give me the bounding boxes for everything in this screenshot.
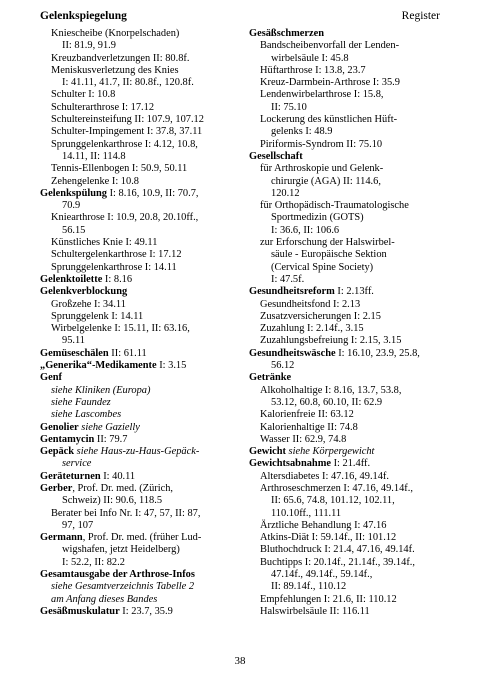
index-continuation bbox=[249, 262, 445, 274]
index-continuation bbox=[40, 225, 250, 237]
page-references: I: 40.11 bbox=[100, 470, 136, 482]
index-continuation bbox=[249, 188, 445, 200]
index-continuation bbox=[40, 557, 250, 569]
page-references: Buchtipps I: 20.14f., 21.14f., 39.14f., bbox=[260, 556, 415, 568]
index-subentry bbox=[40, 139, 250, 151]
index-entry bbox=[249, 348, 445, 360]
page-references: I: 16.10, 23.9, 25.8, bbox=[335, 347, 420, 359]
index-subentry bbox=[249, 520, 445, 532]
index-subentry bbox=[249, 557, 445, 569]
index-subentry bbox=[249, 114, 445, 126]
page-references: Schulter I: 10.8 bbox=[51, 89, 116, 101]
index-continuation bbox=[249, 249, 445, 261]
page-references: Schulter-Impingement I: 37.8, 37.11 bbox=[51, 126, 203, 138]
index-continuation bbox=[249, 508, 445, 520]
index-subentry bbox=[249, 139, 445, 151]
index-keyword: Gewichtsabnahme bbox=[249, 458, 331, 470]
index-keyword: Gesundheitswäsche bbox=[249, 347, 336, 359]
page-references: Hüftarthrose I: 13.8, 23.7 bbox=[260, 64, 366, 76]
index-keyword: Gesellschaft bbox=[249, 150, 303, 162]
page-references: Piriformis-Syndrom II: 75.10 bbox=[260, 138, 383, 150]
cross-reference: siehe Lascombes bbox=[51, 409, 122, 421]
index-subentry bbox=[40, 102, 250, 114]
page-references: I: 2.13ff. bbox=[334, 286, 374, 298]
page-references: Sprunggelenkarthrose I: 4.12, 10.8, bbox=[51, 138, 198, 150]
index-keyword: Gelenkspülung bbox=[40, 187, 107, 199]
index-subentry bbox=[40, 53, 250, 65]
index-subentry bbox=[249, 471, 445, 483]
index-subentry bbox=[249, 237, 445, 249]
index-subentry bbox=[249, 594, 445, 606]
index-entry bbox=[40, 471, 250, 483]
index-subentry bbox=[40, 508, 250, 520]
page-references: 95.11 bbox=[62, 335, 85, 347]
page-references: Altersdiabetes I: 47.16, 49.14f. bbox=[260, 470, 389, 482]
page-references: Kreuzbandverletzungen II: 80.8f. bbox=[51, 52, 190, 64]
index-subentry bbox=[249, 544, 445, 556]
page-references: I: 23.7, 35.9 bbox=[119, 605, 173, 617]
index-continuation bbox=[249, 274, 445, 286]
page-references: , Prof. Dr. med. (Zürich, bbox=[72, 482, 174, 494]
index-entry bbox=[40, 274, 250, 286]
running-header-keyword: Gelenkspiegelung bbox=[40, 10, 127, 22]
page-references: I: 36.6, II: 106.6 bbox=[271, 224, 340, 236]
page-references: Berater bei Info Nr. I: 47, 57, II: 87, bbox=[51, 507, 201, 519]
index-entry bbox=[40, 532, 250, 544]
page-references: Künstliches Knie I: 49.11 bbox=[51, 237, 158, 249]
index-keyword: Gelenktoilette bbox=[40, 273, 103, 285]
page-references: Tennis-Ellenbogen I: 50.9, 50.11 bbox=[51, 163, 188, 175]
page-references: Zusatzversicherungen I: 2.15 bbox=[260, 310, 381, 322]
index-subentry bbox=[40, 323, 250, 335]
page-references: II: 65.6, 74.8, 101.12, 102.11, bbox=[271, 495, 395, 507]
index-entry bbox=[249, 458, 445, 470]
page-references: Zuzahlungsbefreiung I: 2.15, 3.15 bbox=[260, 335, 402, 347]
index-subentry bbox=[40, 126, 250, 138]
index-subentry bbox=[249, 385, 445, 397]
cross-reference: siehe Gesamtverzeichnis Tabelle 2 bbox=[51, 581, 195, 593]
page-references: Wasser II: 62.9, 74.8 bbox=[260, 433, 347, 445]
index-subentry bbox=[40, 262, 250, 274]
page-references: 56.12 bbox=[271, 360, 295, 372]
index-continuation bbox=[249, 212, 445, 224]
index-subentry bbox=[40, 237, 250, 249]
page-references: 97, 107 bbox=[62, 519, 94, 531]
page-references: Lockerung des künstlichen Hüft- bbox=[260, 114, 398, 126]
index-subentry bbox=[40, 594, 250, 606]
index-continuation bbox=[249, 397, 445, 409]
index-keyword: Gepäck bbox=[40, 446, 75, 458]
index-continuation bbox=[249, 495, 445, 507]
index-keyword: Geräteturnen bbox=[40, 470, 101, 482]
index-continuation bbox=[249, 53, 445, 65]
page-references: Schultereinsteifung II: 107.9, 107.12 bbox=[51, 114, 204, 126]
page-references: I: 8.16, 10.9, II: 70.7, bbox=[107, 187, 199, 199]
index-subentry bbox=[249, 311, 445, 323]
index-column-right bbox=[249, 28, 445, 618]
page-references: chirurgie (AGA) II: 114.6, bbox=[271, 175, 381, 187]
index-continuation bbox=[249, 176, 445, 188]
page-references: Halswirbelsäule II: 116.11 bbox=[260, 605, 370, 617]
index-entry bbox=[40, 483, 250, 495]
cross-reference: siehe Gazielly bbox=[81, 421, 140, 433]
index-subentry bbox=[249, 409, 445, 421]
index-entry bbox=[249, 372, 445, 384]
page-references: zur Erforschung der Halswirbel- bbox=[260, 237, 395, 249]
index-entry bbox=[40, 348, 250, 360]
page-references: 56.15 bbox=[62, 224, 86, 236]
page-references: 53.12, 60.8, 60.10, II: 62.9 bbox=[271, 396, 383, 408]
page-references: I: 47.5f. bbox=[271, 273, 305, 285]
index-keyword: Getränke bbox=[249, 372, 292, 384]
index-subentry bbox=[40, 89, 250, 101]
page-references: II: 79.7 bbox=[94, 433, 128, 445]
index-subentry bbox=[40, 163, 250, 175]
index-subentry bbox=[40, 28, 250, 40]
page-references: Zehengelenke I: 10.8 bbox=[51, 175, 139, 187]
index-subentry bbox=[249, 483, 445, 495]
page-references: II: 89.14f., 110.12 bbox=[271, 581, 347, 593]
index-subentry bbox=[40, 299, 250, 311]
page-references: Alkoholhaltige I: 8.16, 13.7, 53.8, bbox=[260, 384, 402, 396]
page-references: I: 21.4ff. bbox=[330, 458, 371, 470]
index-subentry bbox=[249, 422, 445, 434]
cross-reference: siehe Haus-zu-Haus-Gepäck- bbox=[76, 446, 200, 458]
index-entry bbox=[40, 434, 250, 446]
index-continuation bbox=[249, 360, 445, 372]
index-continuation bbox=[249, 569, 445, 581]
cross-reference: siehe Kliniken (Europa) bbox=[51, 384, 151, 396]
page-number: 38 bbox=[234, 655, 246, 667]
index-subentry bbox=[40, 311, 250, 323]
page-references: Lendenwirbelarthrose I: 15.8, bbox=[260, 89, 384, 101]
index-entry bbox=[249, 446, 445, 458]
index-continuation bbox=[40, 200, 250, 212]
index-continuation bbox=[40, 495, 250, 507]
index-entry bbox=[40, 569, 250, 581]
page-references: Sprunggelenkarthrose I: 14.11 bbox=[51, 261, 177, 273]
index-continuation bbox=[40, 40, 250, 52]
index-subentry bbox=[40, 65, 250, 77]
index-keyword: Gelenkverblockung bbox=[40, 286, 128, 298]
page-references: (Cervical Spine Society) bbox=[271, 261, 374, 273]
index-entry bbox=[249, 286, 445, 298]
index-subentry bbox=[249, 532, 445, 544]
cross-reference: siehe Körpergewicht bbox=[288, 446, 375, 458]
cross-reference: am Anfang dieses Bandes bbox=[51, 593, 158, 605]
page-references: Sportmedizin (GOTS) bbox=[271, 212, 364, 224]
page-references: Schweiz) II: 90.6, 118.5 bbox=[62, 495, 163, 507]
index-keyword: Germann bbox=[40, 532, 83, 544]
page-references: I: 41.11, 41.7, II: 80.8f., 120.8f. bbox=[62, 77, 194, 89]
index-keyword: Gerber bbox=[40, 482, 73, 494]
index-keyword: Gesäßmuskulatur bbox=[40, 605, 120, 617]
page-references: Kreuz-Darmbein-Arthrose I: 35.9 bbox=[260, 77, 400, 89]
index-keyword: Gesundheitsreform bbox=[249, 286, 335, 298]
index-entry bbox=[40, 286, 250, 298]
index-subentry bbox=[40, 409, 250, 421]
index-subentry bbox=[249, 89, 445, 101]
index-continuation bbox=[40, 335, 250, 347]
page-references: I: 3.15 bbox=[156, 360, 187, 372]
index-subentry bbox=[249, 65, 445, 77]
page-references: für Arthroskopie und Gelenk- bbox=[260, 163, 384, 175]
page-references: Schulterarthrose I: 17.12 bbox=[51, 101, 155, 113]
page-references: 70.9 bbox=[62, 200, 81, 212]
index-continuation bbox=[249, 102, 445, 114]
index-subentry bbox=[249, 200, 445, 212]
page-references: Schultergelenkarthrose I: 17.12 bbox=[51, 249, 182, 261]
index-subentry bbox=[249, 40, 445, 52]
page-references: I: 8.16 bbox=[102, 273, 133, 285]
index-subentry bbox=[249, 299, 445, 311]
index-entry bbox=[40, 422, 250, 434]
index-continuation bbox=[40, 520, 250, 532]
index-continuation bbox=[249, 225, 445, 237]
page-references: säule - Europäische Sektion bbox=[271, 249, 387, 261]
index-entry bbox=[40, 360, 250, 372]
index-subentry bbox=[40, 249, 250, 261]
page-references: Bandscheibenvorfall der Lenden- bbox=[260, 40, 400, 52]
index-entry bbox=[249, 28, 445, 40]
page-references: 47.14f., 49.14f., 59.14f., bbox=[271, 569, 373, 581]
index-entry bbox=[40, 606, 250, 618]
index-subentry bbox=[249, 434, 445, 446]
page-references: 14.11, II: 114.8 bbox=[62, 150, 126, 162]
page-references: Atkins-Diät I: 59.14f., II: 101.12 bbox=[260, 532, 397, 544]
index-subentry bbox=[40, 176, 250, 188]
index-subentry bbox=[40, 114, 250, 126]
page-references: Wirbelgelenke I: 15.11, II: 63.16, bbox=[51, 323, 190, 335]
index-continuation bbox=[249, 126, 445, 138]
running-header-section: Register bbox=[401, 10, 440, 22]
index-entry bbox=[40, 188, 250, 200]
index-entry bbox=[40, 372, 250, 384]
index-continuation bbox=[40, 151, 250, 163]
index-subentry bbox=[249, 77, 445, 89]
index-continuation bbox=[40, 544, 250, 556]
index-subentry bbox=[40, 581, 250, 593]
index-keyword: Gesäßschmerzen bbox=[249, 28, 325, 39]
page-references: Kalorienfreie II: 63.12 bbox=[260, 409, 354, 421]
page-references: II: 75.10 bbox=[271, 101, 307, 113]
index-keyword: Gemüseschälen bbox=[40, 347, 109, 359]
index-entry bbox=[40, 446, 250, 458]
page-references: Empfehlungen I: 21.6, II: 110.12 bbox=[260, 593, 397, 605]
page-references: Kalorienhaltige II: 74.8 bbox=[260, 421, 358, 433]
page-references: Sprunggelenk I: 14.11 bbox=[51, 310, 144, 322]
page-references: Großzehe I: 34.11 bbox=[51, 298, 126, 310]
index-keyword: „Generika“-Medikamente bbox=[40, 360, 157, 372]
index-keyword: Gesamtausgabe der Arthrose-Infos bbox=[40, 569, 195, 581]
index-continuation bbox=[40, 458, 250, 470]
cross-reference: service bbox=[62, 458, 92, 470]
cross-reference: siehe Faundez bbox=[51, 396, 111, 408]
page-references: 120.12 bbox=[271, 187, 300, 199]
page-references: wigshafen, jetzt Heidelberg) bbox=[62, 544, 180, 556]
page-references: gelenks I: 48.9 bbox=[271, 126, 333, 138]
page-references: Kniescheibe (Knorpelschaden) bbox=[51, 28, 180, 39]
index-continuation bbox=[40, 77, 250, 89]
page-references: II: 81.9, 91.9 bbox=[62, 40, 116, 52]
page-references: wirbelsäule I: 45.8 bbox=[271, 52, 349, 64]
page-references: Arthroseschmerzen I: 47.16, 49.14f., bbox=[260, 482, 413, 494]
page-references: Bluthochdruck I: 21.4, 47.16, 49.14f. bbox=[260, 544, 415, 556]
index-subentry bbox=[40, 212, 250, 224]
index-keyword: Genolier bbox=[40, 421, 79, 433]
page-references: für Orthopädisch-Traumatologische bbox=[260, 200, 409, 212]
page-references: Zuzahlung I: 2.14f., 3.15 bbox=[260, 323, 364, 335]
page-references: 110.10ff., 111.11 bbox=[271, 507, 342, 519]
index-keyword: Gewicht bbox=[249, 446, 286, 458]
index-subentry bbox=[249, 163, 445, 175]
page-references: Gesundheitsfond I: 2.13 bbox=[260, 298, 361, 310]
index-subentry bbox=[40, 397, 250, 409]
index-continuation bbox=[249, 581, 445, 593]
index-entry bbox=[249, 151, 445, 163]
index-subentry bbox=[40, 385, 250, 397]
page-references: Meniskusverletzung des Knies bbox=[51, 64, 179, 76]
index-keyword: Genf bbox=[40, 372, 62, 384]
page-references: , Prof. Dr. med. (früher Lud- bbox=[82, 532, 202, 544]
index-subentry bbox=[249, 335, 445, 347]
index-subentry bbox=[249, 323, 445, 335]
page-references: Kniearthrose I: 10.9, 20.8, 20.10ff., bbox=[51, 212, 199, 224]
index-subentry bbox=[249, 606, 445, 618]
index-column-left bbox=[40, 28, 250, 618]
page-references: I: 52.2, II: 82.2 bbox=[62, 556, 125, 568]
index-keyword: Gentamycin bbox=[40, 433, 95, 445]
page-references: Ärztliche Behandlung I: 47.16 bbox=[260, 519, 387, 531]
page-references: II: 61.11 bbox=[108, 347, 147, 359]
